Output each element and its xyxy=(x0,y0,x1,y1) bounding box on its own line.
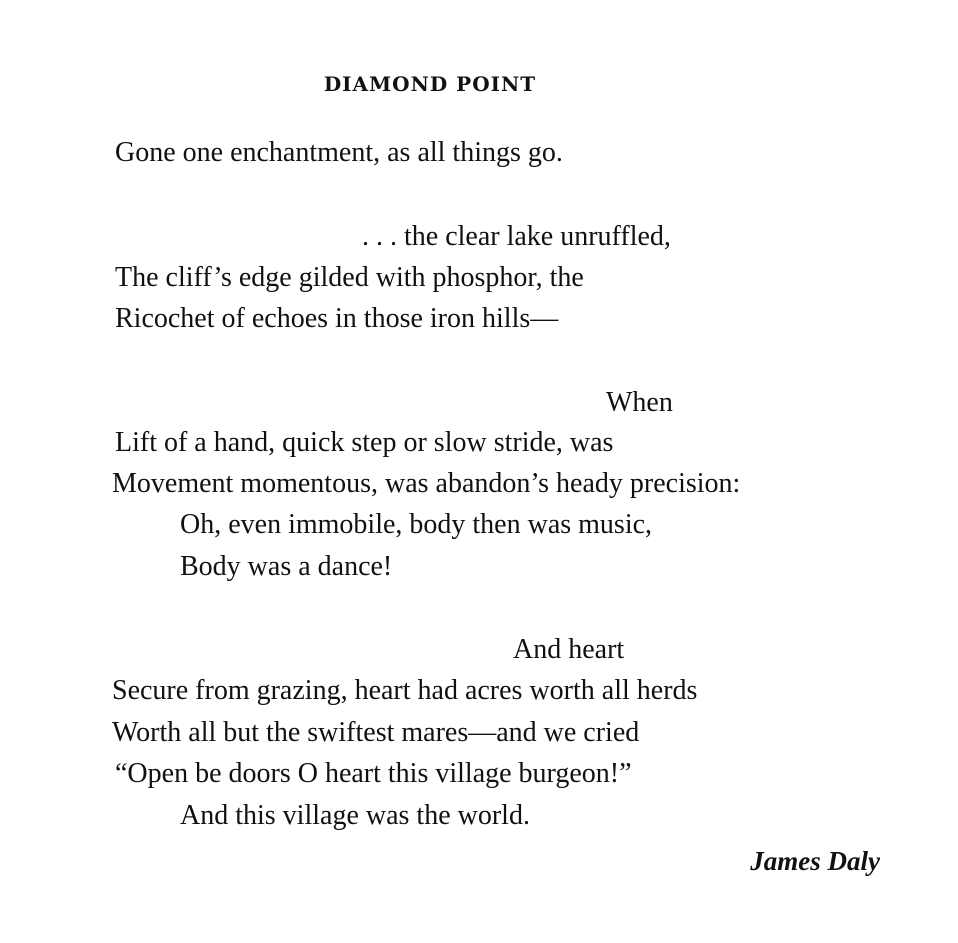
poem-line: The cliff’s edge gilded with phosphor, the xyxy=(115,262,584,293)
poem-line: Ricochet of echoes in those iron hills— xyxy=(115,303,559,334)
poem-line: Body was a dance! xyxy=(180,551,393,582)
poem-line: Worth all but the swiftest mares—and we cried xyxy=(112,717,640,748)
poem-line: “Open be doors O heart this village burgeon!” xyxy=(115,758,632,789)
poem-line: Oh, even immobile, body then was music, xyxy=(180,509,653,540)
poem-line: Gone one enchantment, as all things go. xyxy=(115,137,563,168)
poem-line: Secure from grazing, heart had acres worth all herds xyxy=(112,675,698,706)
poem-line: When xyxy=(606,387,673,418)
poem-author: James Daly xyxy=(750,846,880,876)
poem-line: And heart xyxy=(513,634,625,665)
poem-line: And this village was the world. xyxy=(180,800,530,831)
poem-line: Movement momentous, was abandon’s heady precision: xyxy=(112,468,741,499)
poem-title: DIAMOND POINT xyxy=(323,72,537,96)
poem-line: Lift of a hand, quick step or slow stride, was xyxy=(115,427,614,458)
poem-line: . . . the clear lake unruffled, xyxy=(362,221,671,252)
